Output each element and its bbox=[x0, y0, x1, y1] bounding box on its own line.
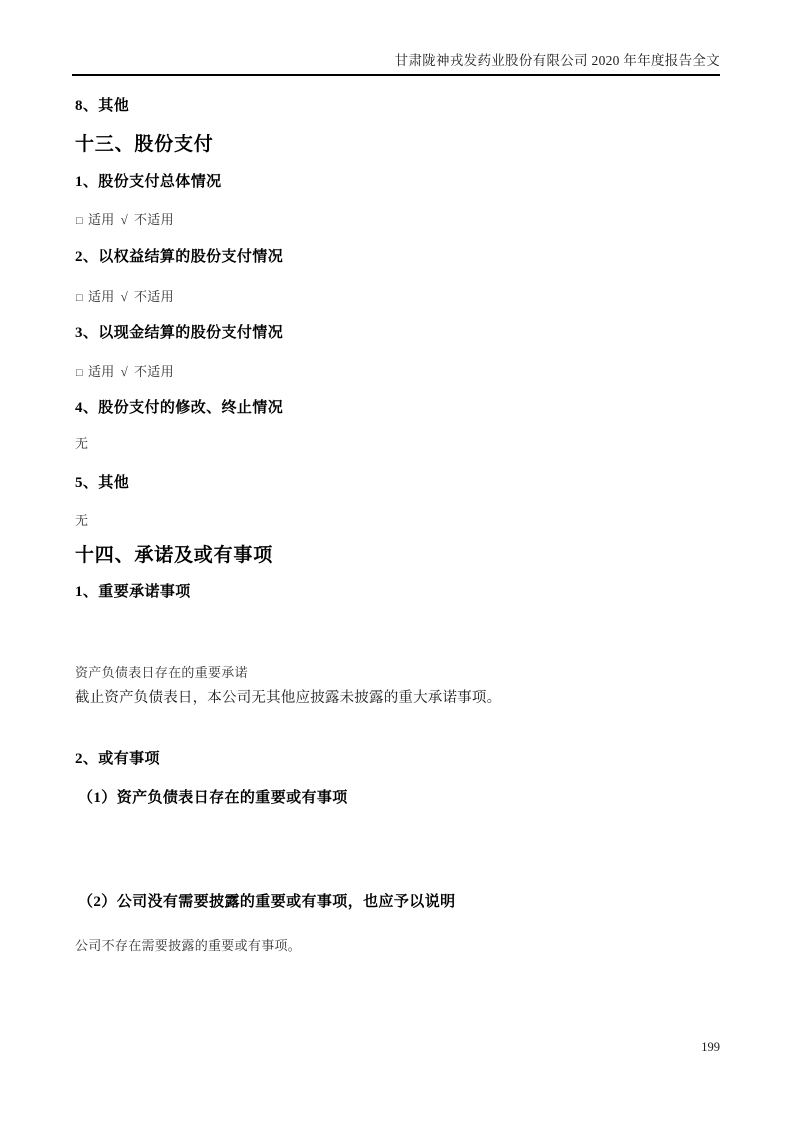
s13-sub3-applicability-line bbox=[76, 365, 174, 379]
page-number: 199 bbox=[701, 1040, 720, 1054]
section-13-share-payment-heading: 十三、股份支付 bbox=[75, 134, 214, 155]
checkbox-unchecked-icon: □ bbox=[76, 367, 83, 379]
s13-sub5-content: 无 bbox=[75, 513, 89, 528]
s14-sub2-heading: 2、或有事项 bbox=[75, 751, 160, 767]
not-applicable-label: 不适用 bbox=[134, 212, 174, 227]
s14-sub1-note: 资产负债表日存在的重要承诺 bbox=[75, 665, 248, 680]
s14-sub1-heading: 1、重要承诺事项 bbox=[75, 584, 191, 600]
item-8-other-heading: 8、其他 bbox=[75, 98, 130, 114]
s13-sub1-heading: 1、股份支付总体情况 bbox=[75, 174, 222, 190]
applicable-label: 适用 bbox=[87, 289, 115, 304]
checkbox-unchecked-icon: □ bbox=[76, 215, 83, 227]
not-applicable-label: 不适用 bbox=[134, 289, 174, 304]
s13-sub2-heading: 2、以权益结算的股份支付情况 bbox=[75, 249, 284, 265]
report-header-title: 甘肃陇神戎发药业股份有限公司 2020 年年度报告全文 bbox=[394, 53, 720, 68]
s14-sub2-item2-content: 公司不存在需要披露的重要或有事项。 bbox=[75, 938, 302, 953]
checkmark-icon: √ bbox=[120, 364, 128, 379]
s14-sub2-item1-heading: （1）资产负债表日存在的重要或有事项 bbox=[78, 790, 348, 806]
checkmark-icon: √ bbox=[120, 212, 128, 227]
s13-sub4-content: 无 bbox=[75, 436, 89, 451]
applicable-label: 适用 bbox=[87, 364, 115, 379]
checkbox-unchecked-icon: □ bbox=[76, 292, 83, 304]
s14-sub2-item2-heading: （2）公司没有需要披露的重要或有事项，也应予以说明 bbox=[78, 894, 456, 910]
checkmark-icon: √ bbox=[120, 289, 128, 304]
s13-sub2-applicability-line bbox=[76, 290, 174, 304]
not-applicable-label: 不适用 bbox=[134, 364, 174, 379]
header-divider bbox=[72, 74, 720, 76]
s13-sub3-heading: 3、以现金结算的股份支付情况 bbox=[75, 325, 284, 341]
s13-sub5-heading: 5、其他 bbox=[75, 475, 130, 491]
s13-sub1-applicability-line bbox=[76, 213, 174, 227]
s14-sub1-content: 截止资产负债表日，本公司无其他应披露未披露的重大承诺事项。 bbox=[75, 690, 502, 706]
s13-sub4-heading: 4、股份支付的修改、终止情况 bbox=[75, 400, 284, 416]
applicable-label: 适用 bbox=[87, 212, 115, 227]
section-14-commitments-heading: 十四、承诺及或有事项 bbox=[75, 545, 274, 566]
